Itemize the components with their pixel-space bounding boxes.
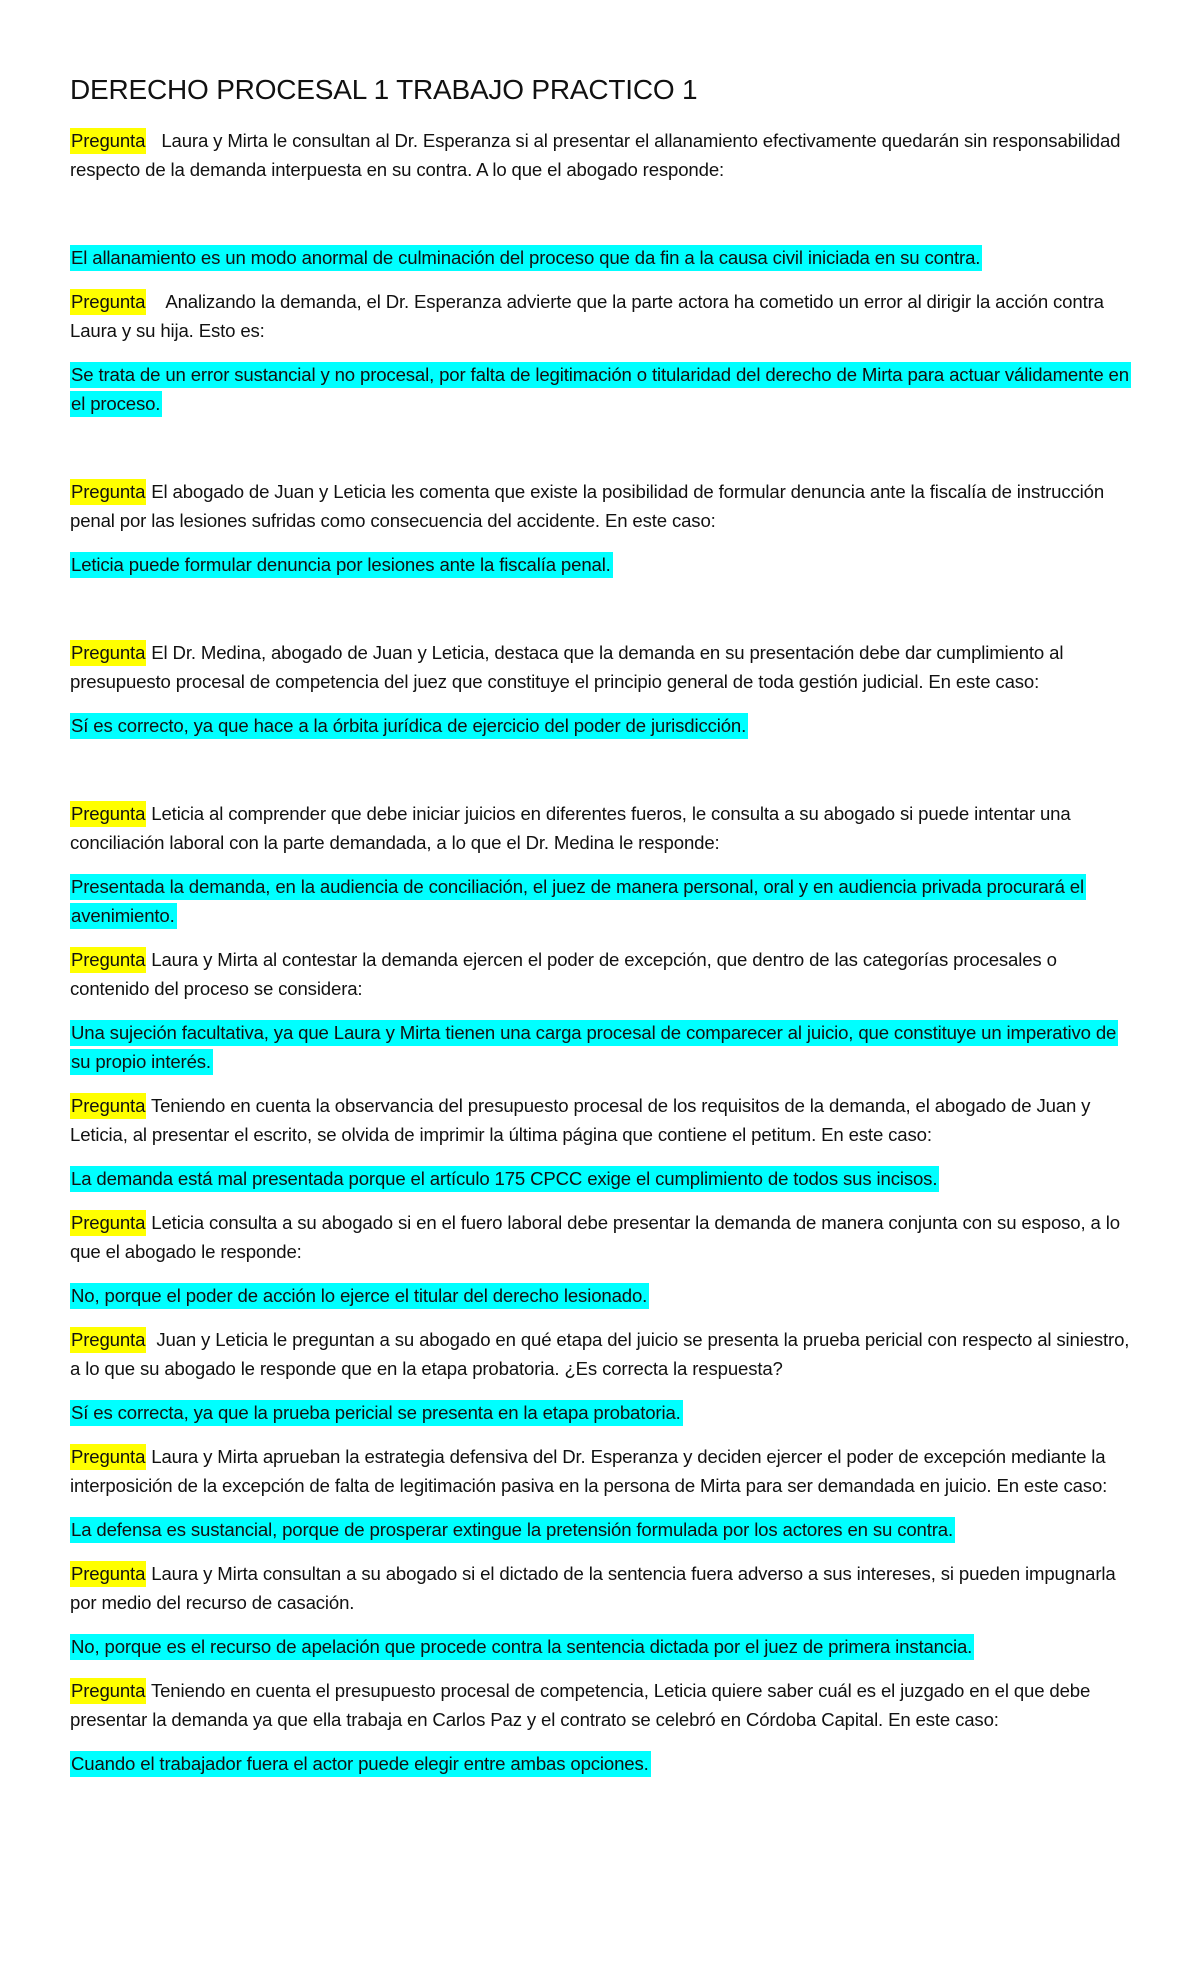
question-paragraph — [70, 1208, 1140, 1266]
question-paragraph — [70, 1091, 1140, 1149]
question-text: El abogado de Juan y Leticia les comenta que existe la posibilidad de formular denuncia ante la fiscalía de instrucción penal por las lesiones sufridas como consecuencia del accidente. En este caso: — [70, 481, 1105, 531]
question-label: Pregunta — [70, 1093, 146, 1119]
answer-paragraph — [70, 1632, 1140, 1661]
question-text: Teniendo en cuenta el presupuesto procesal de competencia, Leticia quiere saber cuál es el juzgado en el que debe presentar la demanda ya que ella trabaja en Carlos Paz y el contrato se celebró en Córdoba Capital. En este caso: — [70, 1680, 1091, 1730]
question-paragraph — [70, 799, 1140, 857]
question-paragraph — [70, 126, 1140, 184]
document-title: DERECHO PROCESAL 1 TRABAJO PRACTICO 1 — [70, 74, 698, 105]
question-paragraph — [70, 638, 1140, 696]
question-separator — [146, 291, 165, 312]
question-label: Pregunta — [70, 1327, 146, 1353]
question-separator — [146, 130, 161, 151]
question-label: Pregunta — [70, 1561, 146, 1587]
question-text: Teniendo en cuenta la observancia del presupuesto procesal de los requisitos de la demanda, el abogado de Juan y Leticia, al presentar el escrito, se olvida de imprimir la última página que contiene el petitum. En este caso: — [70, 1095, 1091, 1145]
answer-text: El allanamiento es un modo anormal de culminación del proceso que da fin a la causa civil iniciada en su contra. — [70, 245, 982, 271]
answer-paragraph — [70, 1515, 1140, 1544]
question-label: Pregunta — [70, 640, 146, 666]
question-label: Pregunta — [70, 289, 146, 315]
answer-text: La defensa es sustancial, porque de prosperar extingue la pretensión formulada por los actores en su contra. — [70, 1517, 955, 1543]
answer-paragraph — [70, 360, 1140, 418]
question-paragraph — [70, 1442, 1140, 1500]
question-label: Pregunta — [70, 947, 146, 973]
answer-paragraph — [70, 872, 1140, 930]
answer-text: Sí es correcta, ya que la prueba pericial se presenta en la etapa probatoria. — [70, 1400, 683, 1426]
question-paragraph — [70, 1559, 1140, 1617]
question-label: Pregunta — [70, 479, 146, 505]
answer-text: No, porque el poder de acción lo ejerce el titular del derecho lesionado. — [70, 1283, 649, 1309]
answer-text: No, porque es el recurso de apelación que procede contra la sentencia dictada por el juez de primera instancia. — [70, 1634, 974, 1660]
question-separator — [146, 1329, 156, 1350]
answer-text: La demanda está mal presentada porque el artículo 175 CPCC exige el cumplimiento de todos sus incisos. — [70, 1166, 939, 1192]
question-text: Laura y Mirta al contestar la demanda ejercen el poder de excepción, que dentro de las categorías procesales o contenido del proceso se considera: — [70, 949, 1057, 999]
answer-paragraph — [70, 550, 1140, 579]
question-label: Pregunta — [70, 801, 146, 827]
question-paragraph — [70, 287, 1140, 345]
question-text: Laura y Mirta aprueban la estrategia defensiva del Dr. Esperanza y deciden ejercer el poder de excepción mediante la interposición de la excepción de falta de legitimación pasiva en la persona de Mirta para ser demandada en juicio. En este caso: — [70, 1446, 1108, 1496]
answer-paragraph — [70, 243, 1140, 272]
answer-paragraph — [70, 1398, 1140, 1427]
question-text: Leticia al comprender que debe iniciar juicios en diferentes fueros, le consulta a su abogado si puede intentar una conciliación laboral con la parte demandada, a lo que el Dr. Medina le responde: — [70, 803, 1071, 853]
question-label: Pregunta — [70, 128, 146, 154]
question-paragraph — [70, 477, 1140, 535]
answer-text: Presentada la demanda, en la audiencia de conciliación, el juez de manera personal, oral y en audiencia privada procurará el avenimiento. — [70, 874, 1086, 929]
answer-text: Se trata de un error sustancial y no procesal, por falta de legitimación o titularidad del derecho de Mirta para actuar válidamente en el proceso. — [70, 362, 1131, 417]
answer-paragraph — [70, 1281, 1140, 1310]
answer-paragraph — [70, 1749, 1140, 1778]
question-text: El Dr. Medina, abogado de Juan y Leticia, destaca que la demanda en su presentación debe dar cumplimiento al presupuesto procesal de competencia del juez que constituye el principio general de toda gestión judicial. En este caso: — [70, 642, 1064, 692]
question-label: Pregunta — [70, 1210, 146, 1236]
question-text: Laura y Mirta le consultan al Dr. Esperanza si al presentar el allanamiento efectivamente quedarán sin responsabilidad respecto de la demanda interpuesta en su contra. A lo que el abogado responde: — [70, 130, 1121, 180]
question-label: Pregunta — [70, 1678, 146, 1704]
answer-paragraph — [70, 1018, 1140, 1076]
answer-text: Cuando el trabajador fuera el actor puede elegir entre ambas opciones. — [70, 1751, 651, 1777]
question-text: Analizando la demanda, el Dr. Esperanza advierte que la parte actora ha cometido un error al dirigir la acción contra Laura y su hija. Esto es: — [70, 291, 1104, 341]
question-text: Laura y Mirta consultan a su abogado si el dictado de la sentencia fuera adverso a sus intereses, si pueden impugnarla por medio del recurso de casación. — [70, 1563, 1116, 1613]
answer-text: Sí es correcto, ya que hace a la órbita jurídica de ejercicio del poder de jurisdicción. — [70, 713, 748, 739]
question-text: Juan y Leticia le preguntan a su abogado en qué etapa del juicio se presenta la prueba pericial con respecto al siniestro, a lo que su abogado le responde que en la etapa probatoria. ¿Es correcta la respuesta? — [70, 1329, 1130, 1379]
question-paragraph — [70, 945, 1140, 1003]
answer-paragraph — [70, 711, 1140, 740]
question-paragraph — [70, 1325, 1140, 1383]
answer-text: Una sujeción facultativa, ya que Laura y Mirta tienen una carga procesal de comparecer al juicio, que constituye un imperativo de su propio interés. — [70, 1020, 1118, 1075]
answer-paragraph — [70, 1164, 1140, 1193]
document-page — [70, 72, 1140, 1793]
question-text: Leticia consulta a su abogado si en el fuero laboral debe presentar la demanda de manera conjunta con su esposo, a lo que el abogado le responde: — [70, 1212, 1120, 1262]
answer-text: Leticia puede formular denuncia por lesiones ante la fiscalía penal. — [70, 552, 613, 578]
question-label: Pregunta — [70, 1444, 146, 1470]
question-paragraph — [70, 1676, 1140, 1734]
